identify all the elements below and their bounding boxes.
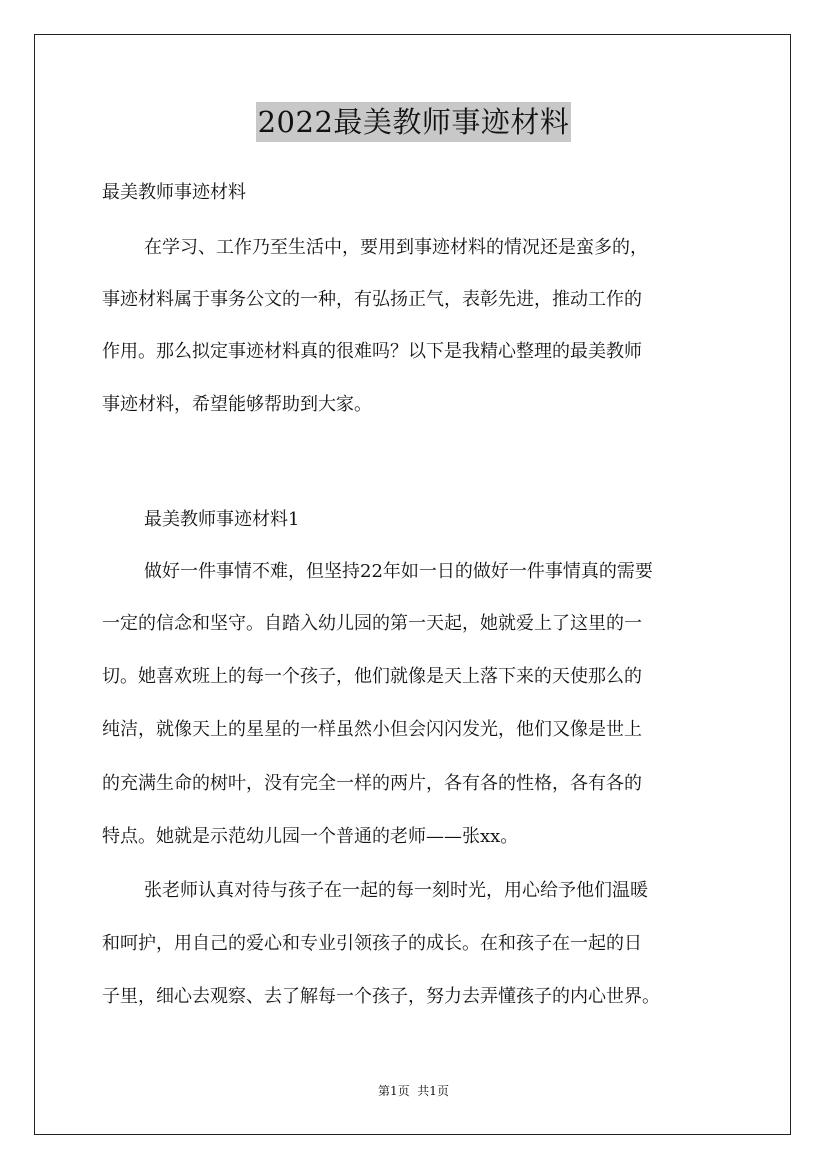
intro-line: 在学习、工作乃至生活中，要用到事迹材料的情况还是蛮多的， [144, 237, 648, 258]
paragraph-line: 特点。她就是示范幼儿园一个普通的老师——张xx。 [102, 826, 519, 847]
document-subtitle: 最美教师事迹材料 [102, 182, 246, 203]
paragraph-line: 的充满生命的树叶，没有完全一样的两片，各有各的性格，各有各的 [102, 773, 642, 794]
paragraph-line: 和呵护，用自己的爱心和专业引领孩子的成长。在和孩子在一起的日 [102, 933, 642, 954]
paragraph-line: 纯洁，就像天上的星星的一样虽然小但会闪闪发光，他们又像是世上 [102, 719, 642, 740]
page-footer: 第1页 共1页 [378, 1084, 449, 1098]
paragraph-line: 子里，细心去观察、去了解每一个孩子，努力去弄懂孩子的内心世界。 [102, 986, 660, 1007]
section-heading: 最美教师事迹材料1 [144, 509, 300, 530]
intro-line: 作用。那么拟定事迹材料真的很难吗？以下是我精心整理的最美教师 [102, 341, 642, 362]
document-title: 2022最美教师事迹材料 [256, 102, 572, 142]
paragraph-line: 做好一件事情不难，但坚持22年如一日的做好一件事情真的需要 [144, 561, 653, 582]
paragraph-line: 张老师认真对待与孩子在一起的每一刻时光，用心给予他们温暖 [144, 880, 648, 901]
intro-line: 事迹材料，希望能够帮助到大家。 [102, 394, 372, 415]
intro-line: 事迹材料属于事务公文的一种，有弘扬正气，表彰先进，推动工作的 [102, 289, 642, 310]
paragraph-line: 一定的信念和坚守。自踏入幼儿园的第一天起，她就爱上了这里的一 [102, 613, 642, 634]
title-container [0, 102, 827, 142]
paragraph-line: 切。她喜欢班上的每一个孩子，他们就像是天上落下来的天使那么的 [102, 666, 642, 687]
